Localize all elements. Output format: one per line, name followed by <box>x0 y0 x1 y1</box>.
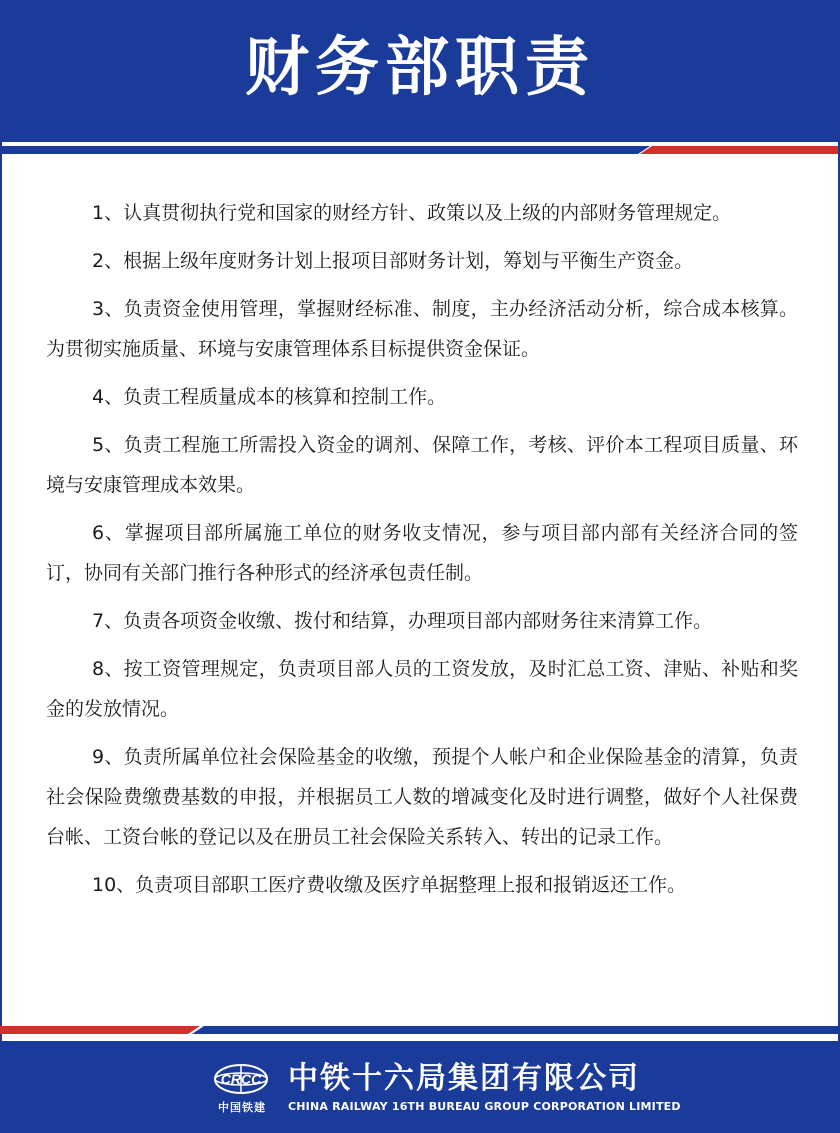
duty-item: 6、掌握项目部所属施工单位的财务收支情况，参与项目部内部有关经济合同的签订，协同有关部门推行各种形式的经济承包责任制。 <box>46 522 798 584</box>
duty-item: 10、负责项目部职工医疗费收缴及医疗单据整理上报和报销返还工作。 <box>92 874 687 896</box>
duty-item: 3、负责资金使用管理，掌握财经标准、制度，主办经济活动分析，综合成本核算。为贯彻实施质量、环境与安康管理体系目标提供资金保证。 <box>46 298 798 360</box>
company-name-cn: 中铁十六局集团有限公司 <box>288 1061 640 1096</box>
page-title: 财务部职责 <box>245 31 595 105</box>
duty-item: 9、负责所属单位社会保险基金的收缴，预提个人帐户和企业保险基金的清算，负责社会保险费缴费基数的申报，并根据员工人数的增减变化及时进行调整，做好个人社保费台帐、工资台帐的登记以及在册员工社会保险关系转入、转出的记录工作。 <box>46 746 798 848</box>
header-banner <box>0 0 840 142</box>
duty-item: 7、负责各项资金收缴、拨付和结算，办理项目部内部财务往来清算工作。 <box>92 610 713 632</box>
duty-item: 8、按工资管理规定，负责项目部人员的工资发放，及时汇总工资、津贴、补贴和奖金的发放情况。 <box>46 658 798 720</box>
footer-stripe-red <box>0 1026 200 1034</box>
logo-text: CRCC <box>220 1071 262 1087</box>
duty-item: 2、根据上级年度财务计划上报项目部财务计划，筹划与平衡生产资金。 <box>92 250 694 272</box>
header-stripe-blue <box>0 146 650 154</box>
left-border <box>0 142 2 1042</box>
footer-stripe-blue <box>192 1026 840 1034</box>
duty-item: 4、负责工程质量成本的核算和控制工作。 <box>92 386 447 408</box>
logo-caption: 中国铁建 <box>218 1101 266 1114</box>
duties-list <box>46 193 798 913</box>
header-stripe-red <box>640 146 840 154</box>
duty-item: 5、负责工程施工所需投入资金的调剂、保障工作，考核、评价本工程项目质量、环境与安康管理成本效果。 <box>46 434 798 496</box>
footer-banner <box>0 1041 840 1133</box>
duty-item: 1、认真贯彻执行党和国家的财经方针、政策以及上级的内部财务管理规定。 <box>92 202 732 224</box>
company-name-en: CHINA RAILWAY 16TH BUREAU GROUP CORPORATION LIMITED <box>288 1100 681 1113</box>
